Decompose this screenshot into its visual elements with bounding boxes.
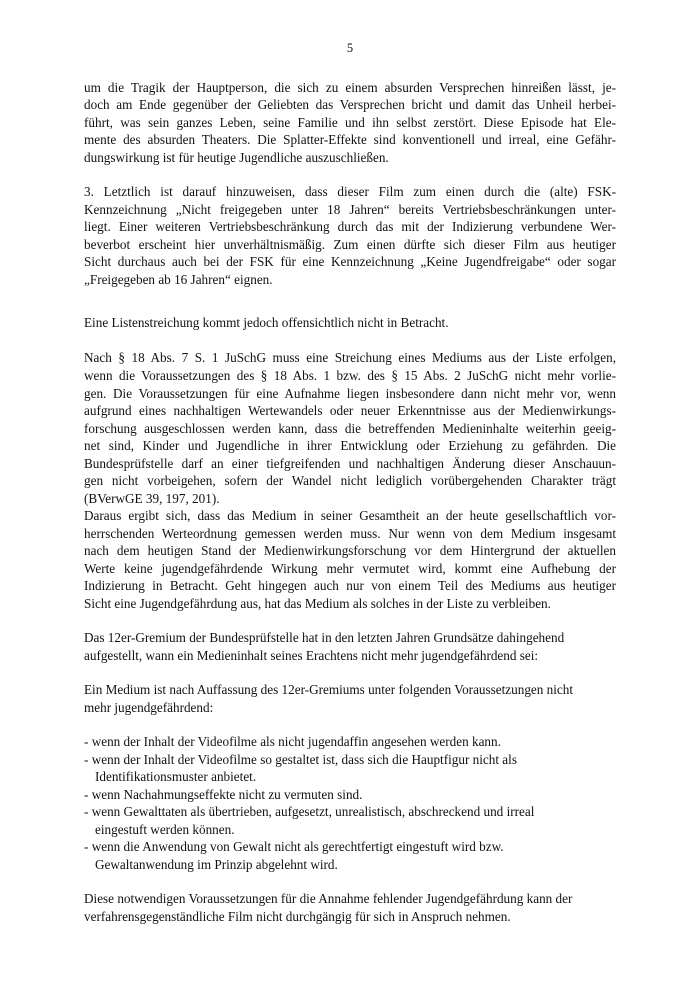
text-line: Ein Medium ist nach Auffassung des 12er-Gremiums unter folgenden Voraussetzungen nicht: [84, 682, 574, 697]
text-line: nach dem heutigen Stand der Medienwirkungsforschung vor dem Hintergrund der aktuellen: [84, 543, 616, 558]
text-line: Sicht eine Jugendgefährdung aus, hat das Medium als solches in der Liste zu verbleiben.: [84, 596, 551, 611]
text-line: verfahrensgegenständliche Film nicht durchgängig für sich in Anspruch nehmen.: [84, 909, 511, 924]
text-line: Kennzeichnung „Nicht freigegeben unter 18 Jahren“ bereits Vertriebsbeschränkungen unter-: [84, 202, 616, 217]
text-line: net sind, Kinder und Jugendliche in ihrer Entwicklung oder Erziehung zu gefährden. Die: [84, 438, 616, 453]
text-line: liegt. Einer weiteren Vertriebsbeschränkung durch das mit der Indizierung verbundene Wer-: [84, 219, 616, 234]
list-item: - wenn Gewalttaten als übertrieben, aufgesetzt, unrealistisch, abschreckend und irreal: [84, 804, 535, 819]
text-line: Bundesprüfstelle darf an einer tiefgreifenden und nachhaltigen Änderung dieser Anschauun-: [84, 456, 616, 471]
text-line: mehr jugendgefährdend:: [84, 700, 214, 715]
text-line: Nach § 18 Abs. 7 S. 1 JuSchG muss eine Streichung eines Mediums aus der Liste erfolgen,: [84, 350, 616, 365]
list-item-continuation: eingestuft werden können.: [95, 822, 235, 837]
text-line: Sicht durchaus auch bei der FSK für eine Kennzeichnung „Keine Jugendfreigabe“ oder sogar: [84, 254, 616, 269]
text-line: 3. Letztlich ist darauf hinzuweisen, dass dieser Film zum einen durch die (alte) FSK-: [84, 184, 616, 199]
text-line: beverbot erscheint hier unverhältnismäßig. Zum einen dürfte sich dieser Film aus heutiger: [84, 237, 616, 252]
text-line: aufgrund eines nachhaltigen Wertewandels oder neuer Erkenntnisse aus der Medienwirkungs-: [84, 403, 616, 418]
list-item: - wenn Nachahmungseffekte nicht zu vermuten sind.: [84, 787, 363, 802]
text-line: Diese notwendigen Voraussetzungen für die Annahme fehlender Jugendgefährdung kann der: [84, 891, 573, 906]
list-item: - wenn der Inhalt der Videofilme als nicht jugendaffin angesehen werden kann.: [84, 734, 501, 749]
text-line: gen nicht vorbeigehen, sofern der Wandel nicht lediglich vorübergehenden Charakter trägt: [84, 473, 616, 488]
text-line: um die Tragik der Hauptperson, die sich zu einem absurden Versprechen hinreißen lässt, je-: [84, 80, 616, 95]
text-line: aufgestellt, wann ein Medieninhalt seines Erachtens nicht mehr jugendgefährdend sei:: [84, 648, 539, 663]
text-line: mente des absurden Theaters. Die Splatter-Effekte sind konventionell und irreal, eine Gefähr-: [84, 132, 616, 147]
text-line: Daraus ergibt sich, dass das Medium in seiner Gesamtheit an der heute gesellschaftlich vor-: [84, 508, 616, 523]
list-item-continuation: Identifikationsmuster anbietet.: [95, 769, 257, 784]
text-line: „Freigegeben ab 16 Jahren“ eignen.: [84, 272, 273, 287]
text-line: Werte keine jugendgefährdende Wirkung mehr vermutet wird, kommt eine Aufhebung der: [84, 561, 616, 576]
text-line: Indizierung in Betracht. Geht hingegen auch nur von einem Teil des Mediums aus heutiger: [84, 578, 616, 593]
list-item: - wenn der Inhalt der Videofilme so gestaltet ist, dass sich die Hauptfigur nicht als: [84, 752, 517, 767]
text-line: gen. Die Voraussetzungen für eine Aufnahme liegen insbesondere dann nicht mehr vor, wenn: [84, 386, 616, 401]
text-line: Das 12er-Gremium der Bundesprüfstelle hat in den letzten Jahren Grundsätze dahingehend: [84, 630, 565, 645]
text-line: forschung ausgeschlossen werden kann, dass die betreffenden Medieninhalte weiterhin geeig-: [84, 421, 616, 436]
text-line: dungswirkung ist für heutige Jugendliche auszuschließen.: [84, 150, 389, 165]
text-line: Eine Listenstreichung kommt jedoch offensichtlich nicht in Betracht.: [84, 315, 449, 330]
text-line: herrschenden Werteordnung gemessen werden muss. Nur wenn von dem Medium insgesamt: [84, 526, 616, 541]
text-line: doch am Ende gegenüber der Geliebten das Versprechen bricht und damit das Unheil herbei-: [84, 97, 616, 112]
list-item-continuation: Gewaltanwendung im Prinzip abgelehnt wird.: [95, 857, 338, 872]
text-line: wenn die Voraussetzungen des § 18 Abs. 1 bzw. des § 15 Abs. 2 JuSchG nicht mehr vorlie-: [84, 368, 616, 383]
text-line: führt, was sein ganzes Leben, seine Familie und ihn selbst zerstört. Diese Episode hat Ele-: [84, 115, 616, 130]
list-item: - wenn die Anwendung von Gewalt nicht als gerechtfertigt eingestuft wird bzw.: [84, 839, 504, 854]
page-number: 5: [346, 41, 354, 55]
citation-line: (BVerwGE 39, 197, 201).: [84, 491, 220, 506]
